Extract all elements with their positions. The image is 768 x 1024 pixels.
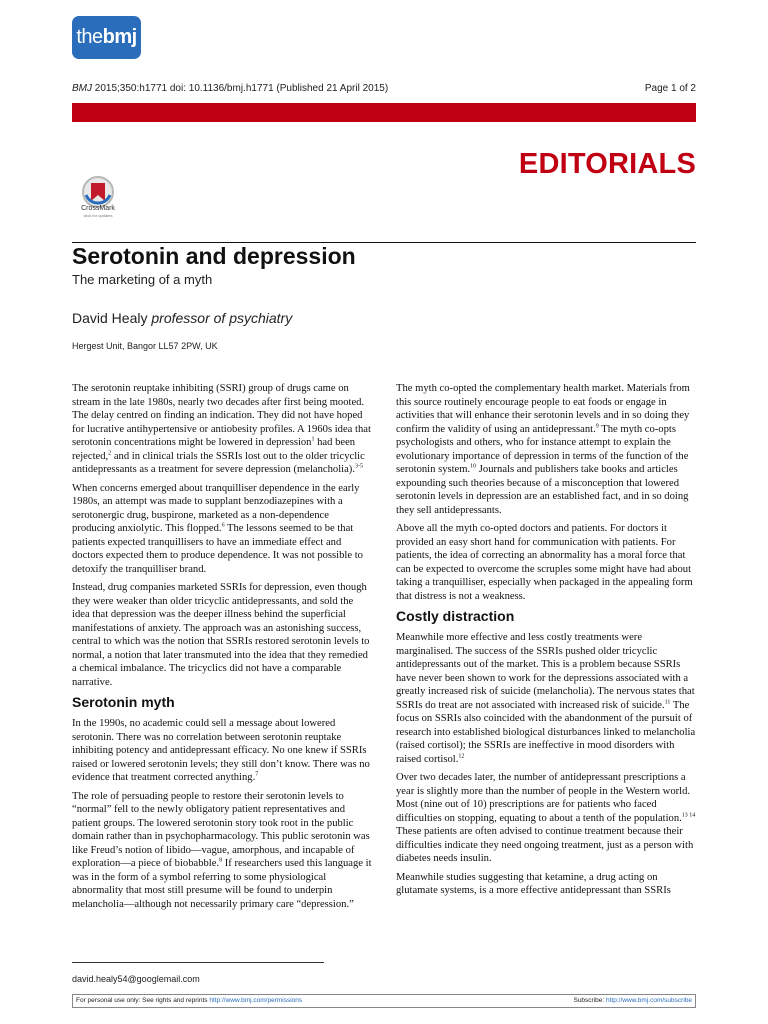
section-bar [72,103,696,122]
text-run: These patients are often advised to continue treatment because their difficulties indicate they need ongoing treatment, just as a person with diabetes needs insulin. [396,826,694,864]
logo-the-text: the [76,26,103,48]
subscribe-link[interactable]: http://www.bmj.com/subscribe [606,997,692,1004]
permissions-link[interactable]: http://www.bmj.com/permissions [209,997,303,1004]
footer-bar [72,994,696,1008]
article-title: Serotonin and depression [72,243,356,269]
ref-link[interactable]: 10 [470,463,477,470]
citation-line [72,83,388,94]
footer-rights-text: For personal use only: See rights and reprints [76,997,210,1004]
paragraph: Instead, drug companies marketed SSRIs for depression, even though they were weaker than older tricyclic antidepressants, and sold the idea that depression was the deeper illness behind the superficial manifestations of anxiety. The approach was an astonishing success, central to which was the notion that SSRIs restored serotonin levels to normal, a notion that later transmuted into the idea that they remedied a chemical imbalance. The tricyclics did not have a comparable narrative. [72,582,370,688]
text-run: The role of persuading people to restore their serotonin levels to “normal” fell to the newly obligatory patient representatives and patient groups. The lowered serotonin story took root in the public domain rather than in psychopharmacology. This public serotonin was like Freud’s notion of libido—vague, amorphous, and incapable of exploration—a piece of biobabble. [72,790,370,869]
ref-link[interactable]: 9 [595,422,599,429]
ref-link[interactable]: 7 [255,771,259,778]
ref-link[interactable]: 11 [664,698,671,705]
ref-link[interactable]: 12 [458,752,465,759]
journal-name: BMJ [72,83,92,94]
ref-link[interactable]: 8 [219,857,223,864]
bmj-logo[interactable] [72,16,141,59]
ref-link[interactable]: 6 [221,522,225,529]
section-title: EDITORIALS [518,148,696,180]
text-run: Over two decades later, the number of antidepressant prescriptions a year is slightly more than the number of people in the Western world. Most (nine out of 10) prescriptions are for patients who faced difficulties on stopping, equating to about a tenth of the population. [396,772,691,824]
footer-subscribe-text: Subscribe: [573,997,607,1004]
paragraph [72,482,372,577]
author-name: David Healy [72,310,152,326]
text-run: Journals and publishers take books and articles expounding such theories because of a misconception that lowered serotonin levels in depression are an established fact, and in so doing they sell antidepressants. [396,464,689,516]
footnote-rule [72,962,324,963]
footer-subscribe [573,995,692,1007]
text-run: The serotonin reuptake inhibiting (SSRI) group of drugs came on stream in the late 1980s, nearly two decades after first being mooted. The delay centred on finding an indication. They did not have hoped for lucrative antihypertensive or antiobesity profiles. A 1960s idea that serotonin concentrations might be lowered in depression [72,383,371,448]
text-run: When concerns emerged about tranquilliser dependence in the early 1980s, an attempt was made to supplant benzodiazepines with a serotonergic drug, buspirone, marketed as a non-dependence producing anxiolytic. This flopped. [72,482,360,534]
text-run: and in clinical trials the SSRIs lost out to the older tricyclic antidepressants as a treatment for severe depression (melancholia). [72,450,365,475]
text-run: In the 1990s, no academic could sell a message about lowered serotonin. There was no correlation between serotonin reuptake inhibiting potency and antidepressant efficacy. No one knew if SSRIs raised or lowered serotonin levels; they still don’t know. There was no evidence that treatment corrected anything. [72,718,370,783]
author-affiliation: Hergest Unit, Bangor LL57 2PW, UK [72,341,218,351]
text-run: If researchers used this language it was in the form of a symbol referring to some physiological abnormality that most still presume will be found to underpin melancholia—although not necessarily primary care “depression.” [72,858,372,910]
page-number: Page 1 of 2 [644,83,696,94]
text-run: The lessons seemed to be that patients expected tranquillisers to have an immediate effect and doctors expected them to produce dependence. It was not possible to detoxify the tranquilliser brand. [72,523,363,575]
ref-link[interactable]: 1 [311,436,315,443]
author-role: professor of psychiatry [151,310,293,326]
paragraph [72,790,372,912]
citation-text: 2015;350:h1771 doi: 10.1136/bmj.h1771 (Published 21 April 2015) [92,83,389,94]
crossmark-sub: click for updates [83,213,113,218]
section-heading: Serotonin myth [72,694,175,710]
text-run: The focus on SSRIs also coincided with the abandonment of the pursuit of research into established biological disturbances linked to melancholia (raised cortisol); the SSRIs are ineffective in mood disorders with raised cortisol. [396,699,696,765]
text-run: The myth co-opted the complementary health market. Materials from this source routinely encourage people to eat foods or engage in activities that will enhance their serotonin levels and in so doing they confirm the validity of using an antidepressant. [396,383,690,435]
footer-rights [76,995,302,1007]
body-column-left [72,382,372,916]
section-heading: Costly distraction [396,608,515,624]
ref-link[interactable]: 2 [108,449,112,456]
text-run: Meanwhile more effective and less costly treatments were marginalised. The success of the SSRIs pushed older tricyclic antidepressants out of the market. This is a problem because SSRIs have never been shown to work for the depressions associated with a greatly increased risk of suicide (melancholia). The nervous states that SSRIs do treat are not associated with increased risk of suicide. [396,632,695,711]
text-run: had been rejected, [72,437,356,462]
logo-bmj-text: bmj [102,26,137,48]
ref-link[interactable]: 3-5 [354,463,363,470]
paragraph: Meanwhile studies suggesting that ketamine, a drug acting on glutamate systems, is a more effective antidepressant than SSRIs [396,871,671,896]
paragraph [72,382,372,477]
crossmark-text: CrossMark [81,205,115,212]
article-subtitle: The marketing of a myth [72,272,213,287]
paragraph [396,631,696,766]
paragraph: Above all the myth co-opted doctors and patients. For doctors it provided an easy short hand for communication with patients. For patients, the idea of correcting an abnormality has a moral force that can be expected to overcome the scruples some might have had about taking a tranquilliser, especially when packaged in the appealing form that distress is not a weakness. [396,523,693,602]
paragraph [72,717,372,785]
ref-link[interactable]: 13 14 [681,811,696,818]
crossmark-label[interactable] [70,205,126,219]
author-email[interactable]: david.healy54@googlemail.com [72,974,200,984]
paragraph [396,382,696,517]
paragraph [396,771,696,866]
text-run: The myth co-opts psychologists and others, who for instance attempt to explain the evolutionary importance of depression in terms of the function of the serotonin system. [396,423,689,475]
body-column-right [396,382,696,903]
author-line [72,310,292,326]
